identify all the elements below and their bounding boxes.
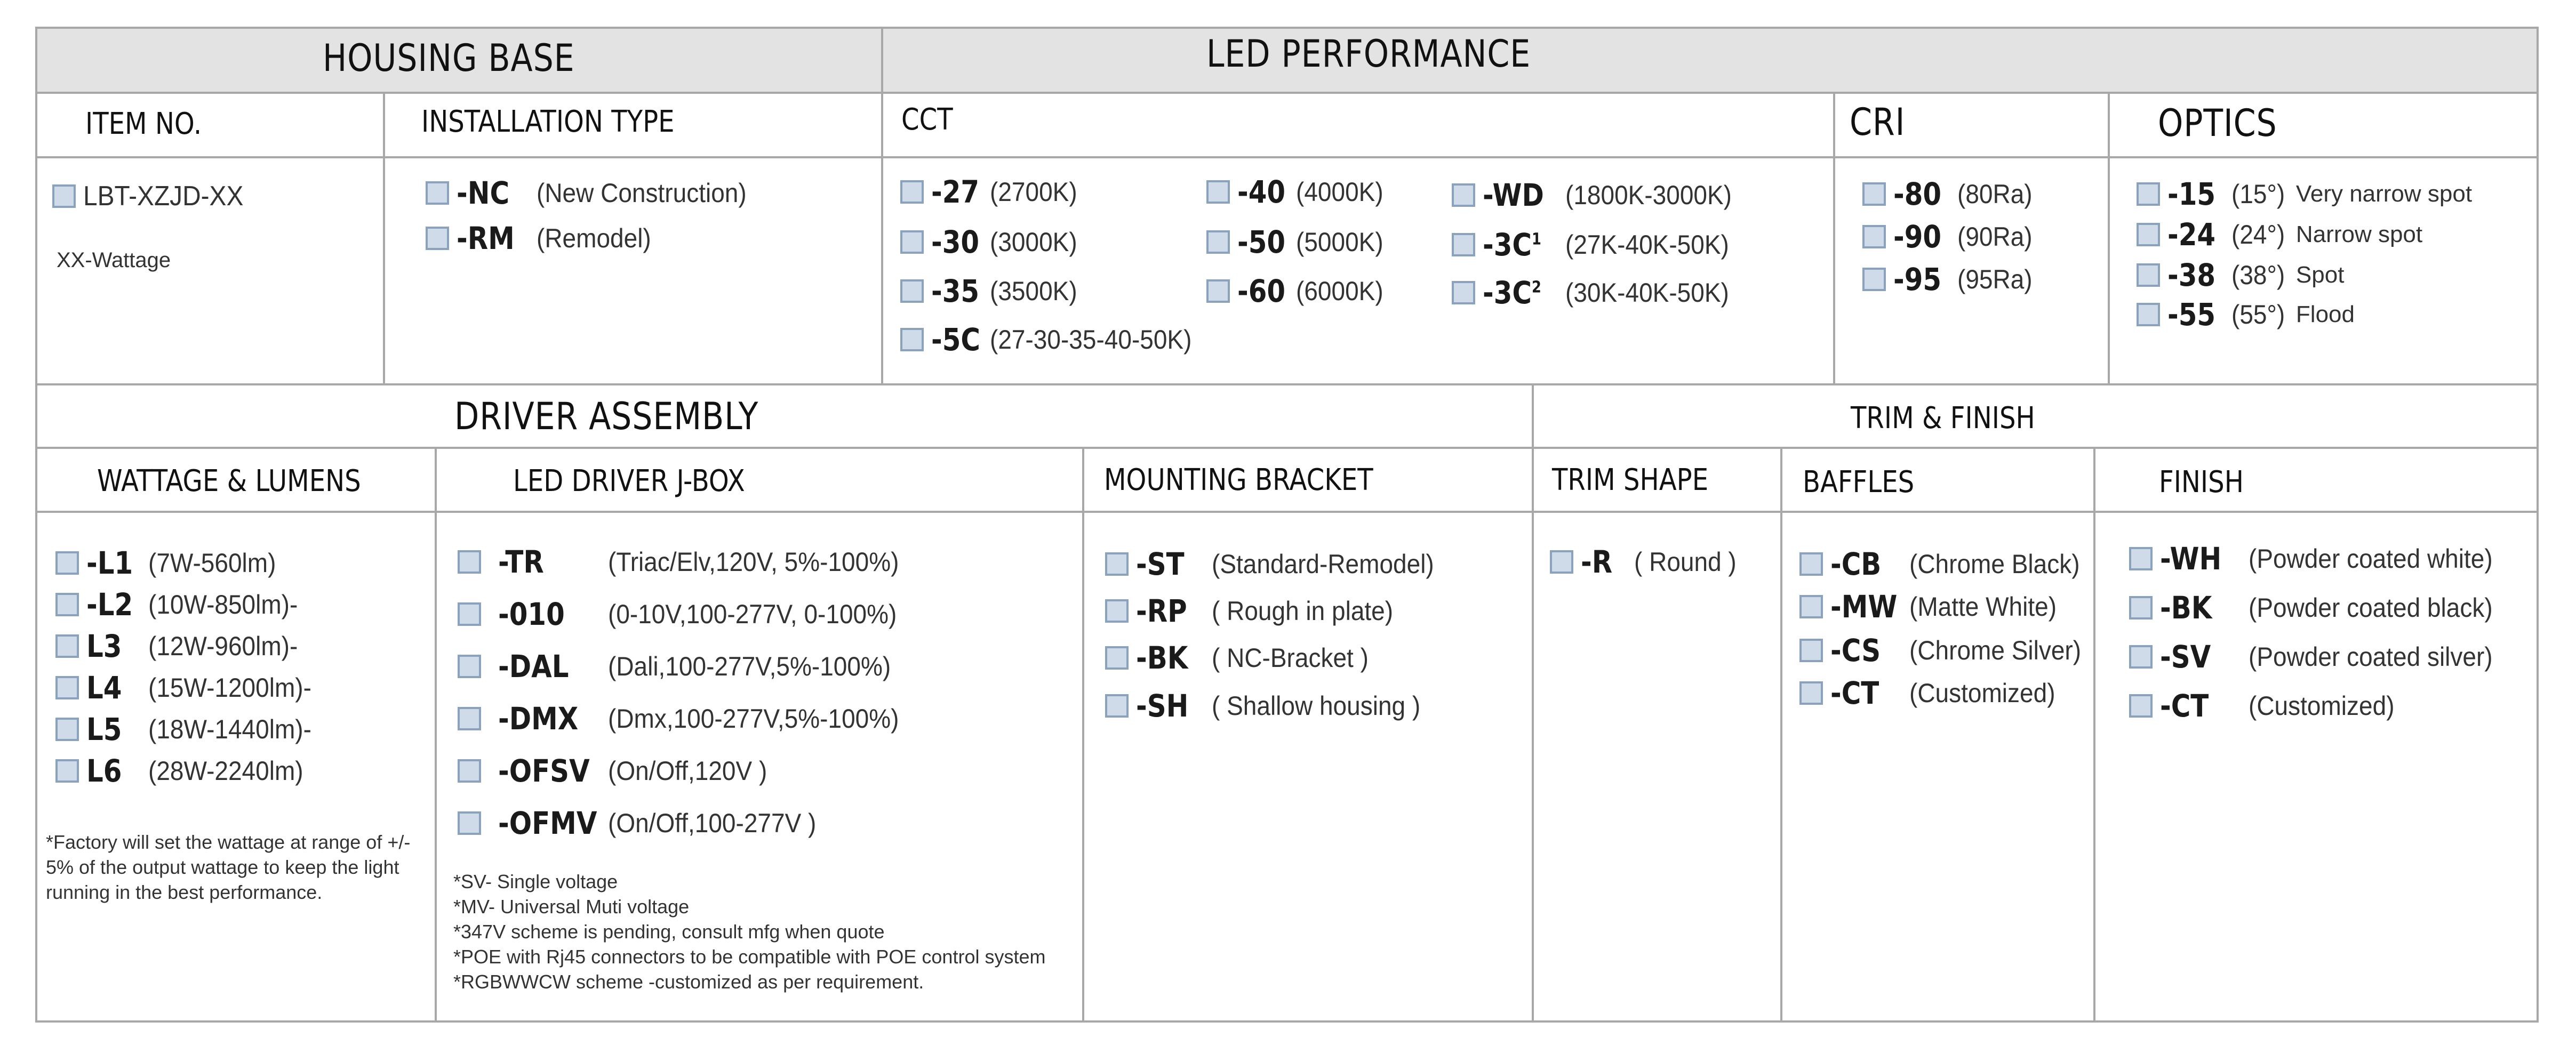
option-desc: Spot — [2295, 262, 2345, 288]
cct-header: CCT — [901, 102, 953, 137]
option-code: -CS — [1830, 632, 1881, 669]
rule — [35, 27, 2539, 29]
wattage-option-l3[interactable] — [55, 628, 311, 664]
checkbox[interactable] — [1206, 230, 1230, 254]
option-code: L3 — [86, 628, 122, 664]
checkbox[interactable] — [458, 707, 481, 730]
checkbox[interactable] — [2129, 547, 2153, 570]
rule — [35, 156, 2539, 158]
mounting-bracket-header: MOUNTING BRACKET — [1104, 463, 1373, 497]
finish-option-ct[interactable] — [2129, 688, 2407, 724]
checkbox[interactable] — [2137, 182, 2160, 206]
rule — [35, 383, 2539, 385]
note-line: running in the best performance. — [46, 881, 323, 903]
option-code: -R — [1581, 544, 1613, 580]
rule — [1833, 92, 1835, 385]
checkbox[interactable] — [1452, 281, 1475, 304]
option-desc: (10W-850lm)- — [148, 590, 298, 619]
cct-option-60[interactable] — [1206, 273, 1391, 309]
cct-option-50[interactable] — [1206, 224, 1391, 260]
option-degree: (24°) — [2231, 220, 2285, 250]
option-code: -NC — [457, 175, 510, 211]
option-code: -OFMV — [498, 805, 597, 841]
rule — [1780, 447, 1782, 1023]
option-code: -SH — [1136, 688, 1189, 724]
option-desc: (4000K) — [1296, 177, 1383, 207]
option-desc: (Chrome Silver) — [1909, 635, 2082, 665]
option-code: -60 — [1237, 273, 1286, 309]
option-desc: ( NC-Bracket ) — [1212, 643, 1369, 673]
option-degree: (55°) — [2231, 300, 2285, 329]
option-code: -RP — [1136, 593, 1187, 629]
option-desc: (2700K) — [990, 177, 1077, 207]
option-desc: Very narrow spot — [2295, 181, 2473, 207]
option-code: -TR — [498, 544, 544, 580]
cri-option-95[interactable] — [1862, 261, 2039, 297]
note-line: *RGBWWCW scheme -customized as per requirement. — [453, 971, 924, 993]
checkbox[interactable] — [458, 550, 481, 574]
checkbox[interactable] — [52, 184, 76, 208]
option-code: -BK — [1136, 640, 1188, 676]
footnote-mark: 2 — [1532, 278, 1541, 297]
mounting-option-rp[interactable] — [1105, 593, 1409, 629]
driver-option-ofmv[interactable] — [458, 805, 834, 841]
wattage-option-l6[interactable] — [55, 753, 317, 789]
checkbox[interactable] — [900, 328, 924, 351]
option-desc: (Powder coated black) — [2249, 593, 2493, 623]
rule — [35, 1020, 2539, 1023]
baffles-option-mw[interactable] — [1799, 589, 2069, 625]
cct-option-27[interactable] — [900, 174, 1085, 210]
checkbox[interactable] — [55, 759, 79, 783]
wattage-option-l5[interactable] — [55, 711, 326, 747]
option-desc: (5000K) — [1296, 227, 1383, 257]
checkbox[interactable] — [458, 759, 481, 783]
cct-option-wd[interactable] — [1452, 177, 1746, 213]
finish-header: FINISH — [2159, 465, 2244, 500]
driver-option-ofsv[interactable] — [458, 753, 781, 789]
cct-option-5c[interactable] — [900, 321, 1209, 358]
checkbox[interactable] — [1105, 646, 1129, 670]
baffles-header: BAFFLES — [1803, 465, 1915, 500]
checkbox[interactable] — [2129, 694, 2153, 718]
option-code: L5 — [86, 711, 122, 747]
option-desc: (Customized) — [2249, 691, 2395, 721]
cct-option-30[interactable] — [900, 224, 1085, 260]
wattage-option-l2[interactable] — [55, 586, 311, 623]
option-code: -BK — [2160, 590, 2212, 626]
option-desc: (6000K) — [1296, 276, 1383, 306]
option-desc: (28W-2240lm) — [148, 756, 303, 786]
checkbox[interactable] — [900, 230, 924, 254]
baffles-option-cs[interactable] — [1799, 632, 2096, 669]
option-code: L6 — [86, 753, 122, 789]
note-line: *MV- Universal Muti voltage — [453, 896, 690, 918]
option-code: -010 — [498, 596, 565, 632]
checkbox[interactable] — [55, 634, 79, 658]
checkbox[interactable] — [1862, 268, 1886, 291]
rule — [2093, 447, 2095, 1023]
option-code: -CB — [1830, 546, 1882, 582]
housing-base-title: HOUSING BASE — [323, 36, 575, 80]
checkbox[interactable] — [426, 181, 449, 205]
option-code: -WH — [2160, 541, 2222, 577]
checkbox[interactable] — [55, 718, 79, 741]
checkbox[interactable] — [900, 180, 924, 204]
optics-option-38[interactable] — [2137, 257, 2344, 293]
checkbox[interactable] — [2137, 263, 2160, 287]
mounting-option-sh[interactable] — [1105, 688, 1438, 724]
rule — [2537, 27, 2539, 1023]
driver-option-dal[interactable] — [458, 648, 915, 685]
trim-shape-option-r[interactable] — [1550, 544, 1745, 580]
optics-option-15[interactable] — [2137, 176, 2472, 212]
cri-option-90[interactable] — [1862, 219, 2039, 255]
option-desc: (27-30-35-40-50K) — [990, 325, 1192, 355]
checkbox[interactable] — [55, 551, 79, 575]
option-desc: (Chrome Black) — [1909, 549, 2080, 579]
option-desc: (Dali,100-277V,5%-100%) — [608, 651, 891, 681]
cct-option-3c2[interactable] — [1452, 275, 1743, 311]
code-text: -3C — [1483, 227, 1532, 263]
option-code: -90 — [1893, 219, 1942, 255]
checkbox[interactable] — [426, 227, 449, 250]
option-desc: (12W-960lm)- — [148, 631, 298, 661]
optics-option-24[interactable] — [2137, 216, 2422, 253]
cct-option-3c1[interactable] — [1452, 227, 1743, 263]
option-desc: Narrow spot — [2295, 221, 2423, 247]
option-code: -15 — [2167, 176, 2216, 212]
checkbox[interactable] — [900, 279, 924, 303]
driver-option-tr[interactable] — [458, 544, 924, 580]
option-desc: (Dmx,100-277V,5%-100%) — [608, 704, 899, 734]
option-code: -55 — [2167, 296, 2216, 333]
rule — [435, 447, 437, 1023]
cri-header: CRI — [1850, 100, 1906, 144]
driver-notes — [453, 869, 1045, 994]
checkbox[interactable] — [458, 602, 481, 626]
led-performance-title: LED PERFORMANCE — [1206, 32, 1531, 76]
option-code: -5C — [931, 321, 981, 358]
option-desc: (7W-560lm) — [148, 548, 276, 578]
option-code: -ST — [1136, 546, 1185, 582]
rule — [2108, 92, 2110, 385]
rule — [1532, 383, 1534, 1023]
option-code: -L1 — [86, 545, 133, 581]
checkbox[interactable] — [1550, 550, 1573, 574]
option-code: -DMX — [498, 701, 579, 737]
driver-option-dmx[interactable] — [458, 701, 924, 737]
rule — [1082, 447, 1084, 1023]
option-desc: (95Ra) — [1957, 264, 2033, 294]
option-code: -WD — [1483, 177, 1544, 213]
option-code: -CT — [1830, 675, 1879, 711]
option-degree: (38°) — [2231, 260, 2285, 290]
option-code: -CT — [2160, 688, 2209, 724]
rule — [35, 511, 2539, 513]
checkbox[interactable] — [55, 676, 79, 699]
option-code: -MW — [1830, 589, 1898, 625]
option-desc: (Customized) — [1909, 678, 2055, 708]
option-desc: (90Ra) — [1957, 222, 2033, 252]
option-desc: (30K-40K-50K) — [1565, 278, 1729, 308]
wattage-option-l1[interactable] — [55, 545, 287, 581]
option-desc: (0-10V,100-277V, 0-100%) — [608, 599, 897, 629]
wattage-lumens-header: WATTAGE & LUMENS — [97, 464, 361, 498]
led-driver-jbox-header: LED DRIVER J-BOX — [513, 464, 745, 498]
option-desc: (New Construction) — [537, 178, 747, 208]
option-code: -24 — [2167, 216, 2216, 253]
checkbox[interactable] — [1799, 639, 1823, 662]
option-code — [1483, 275, 1554, 311]
option-desc: (15W-1200lm)- — [148, 673, 311, 703]
option-code: -95 — [1893, 261, 1942, 297]
footnote-mark: 1 — [1532, 230, 1541, 249]
note-line: *SV- Single voltage — [453, 871, 618, 892]
option-code: -RM — [457, 220, 515, 256]
option-code: -35 — [931, 273, 980, 309]
wattage-note — [46, 830, 410, 905]
checkbox[interactable] — [55, 593, 79, 616]
installation-type-header: INSTALLATION TYPE — [421, 104, 675, 139]
mounting-option-st[interactable] — [1105, 546, 1453, 582]
checkbox[interactable] — [1452, 183, 1475, 207]
rule — [383, 92, 385, 385]
cct-option-35[interactable] — [900, 273, 1085, 309]
option-desc: (Standard-Remodel) — [1212, 549, 1434, 579]
rule — [35, 447, 2539, 449]
cct-option-40[interactable] — [1206, 174, 1391, 210]
option-desc: (1800K-3000K) — [1565, 180, 1732, 210]
finish-option-sv[interactable] — [2129, 639, 2514, 675]
option-desc: ( Rough in plate) — [1212, 596, 1394, 626]
item-code: LBT-XZJD-XX — [83, 181, 244, 212]
code-text: -3C — [1483, 275, 1532, 311]
option-desc: ( Shallow housing ) — [1212, 691, 1421, 721]
option-desc: (Powder coated white) — [2249, 544, 2493, 574]
option-desc: (Matte White) — [1909, 592, 2057, 622]
installation-option-nc[interactable] — [426, 175, 765, 211]
item-no-header: ITEM NO. — [85, 107, 202, 141]
option-code: -OFSV — [498, 753, 590, 789]
option-degree: (15°) — [2231, 179, 2285, 209]
finish-option-bk[interactable] — [2129, 590, 2514, 626]
wattage-option-l4[interactable] — [55, 670, 326, 706]
option-desc: (3500K) — [990, 276, 1077, 306]
option-desc: (Remodel) — [537, 223, 651, 253]
checkbox[interactable] — [1105, 694, 1129, 718]
option-desc: (On/Off,100-277V ) — [608, 808, 817, 838]
optics-option-55[interactable] — [2137, 296, 2355, 333]
baffles-option-ct[interactable] — [1799, 675, 2068, 711]
checkbox[interactable] — [2129, 645, 2153, 669]
option-code: -27 — [931, 174, 980, 210]
option-code: -L2 — [86, 586, 133, 623]
trim-finish-title: TRIM & FINISH — [1851, 401, 2035, 436]
option-desc: (Triac/Elv,120V, 5%-100%) — [608, 547, 899, 577]
item-note: XX-Wattage — [57, 248, 171, 272]
note-line: 5% of the output wattage to keep the light — [46, 856, 399, 878]
option-code: -50 — [1237, 224, 1286, 260]
driver-assembly-title: DRIVER ASSEMBLY — [454, 395, 759, 438]
rule — [881, 27, 883, 385]
cri-option-80[interactable] — [1862, 176, 2039, 212]
option-code — [1483, 227, 1554, 263]
driver-option-010[interactable] — [458, 596, 922, 632]
checkbox[interactable] — [2137, 223, 2160, 246]
checkbox[interactable] — [2129, 596, 2153, 619]
note-line: *347V scheme is pending, consult mfg when quote — [453, 921, 885, 943]
option-desc: (18W-1440lm)- — [148, 714, 311, 744]
finish-option-wh[interactable] — [2129, 541, 2514, 577]
checkbox[interactable] — [1105, 552, 1129, 576]
option-code: -80 — [1893, 176, 1942, 212]
checkbox[interactable] — [1862, 225, 1886, 248]
installation-option-rm[interactable] — [426, 220, 661, 256]
option-desc: (27K-40K-50K) — [1565, 230, 1729, 260]
checkbox[interactable] — [458, 811, 481, 835]
rule — [35, 92, 2539, 94]
option-desc: ( Round ) — [1634, 547, 1737, 577]
checkbox[interactable] — [1799, 595, 1823, 618]
option-desc: Flood — [2295, 301, 2355, 327]
optics-header: OPTICS — [2158, 101, 2277, 145]
item-option[interactable] — [52, 180, 258, 212]
option-desc: (3000K) — [990, 227, 1077, 257]
mounting-option-bk[interactable] — [1105, 640, 1382, 676]
option-desc: (On/Off,120V ) — [608, 756, 767, 786]
option-code: -30 — [931, 224, 980, 260]
option-code: -SV — [2160, 639, 2211, 675]
checkbox[interactable] — [458, 655, 481, 678]
baffles-option-cb[interactable] — [1799, 546, 2094, 582]
checkbox[interactable] — [1799, 681, 1823, 705]
trim-shape-header: TRIM SHAPE — [1552, 463, 1709, 497]
checkbox[interactable] — [1862, 182, 1886, 206]
checkbox[interactable] — [1206, 279, 1230, 303]
option-code: L4 — [86, 670, 122, 706]
checkbox[interactable] — [1452, 233, 1475, 256]
option-desc: (80Ra) — [1957, 179, 2033, 209]
checkbox[interactable] — [1105, 599, 1129, 623]
option-code: -DAL — [498, 648, 569, 685]
rule — [35, 27, 37, 1023]
note-line: *Factory will set the wattage at range of +/- — [46, 831, 411, 853]
option-code: -40 — [1237, 174, 1286, 210]
checkbox[interactable] — [1206, 180, 1230, 204]
note-line: *POE with Rj45 connectors to be compatible with POE control system — [453, 946, 1046, 968]
option-desc: (Powder coated silver) — [2249, 642, 2493, 672]
checkbox[interactable] — [2137, 303, 2160, 326]
option-code: -38 — [2167, 257, 2216, 293]
checkbox[interactable] — [1799, 552, 1823, 576]
